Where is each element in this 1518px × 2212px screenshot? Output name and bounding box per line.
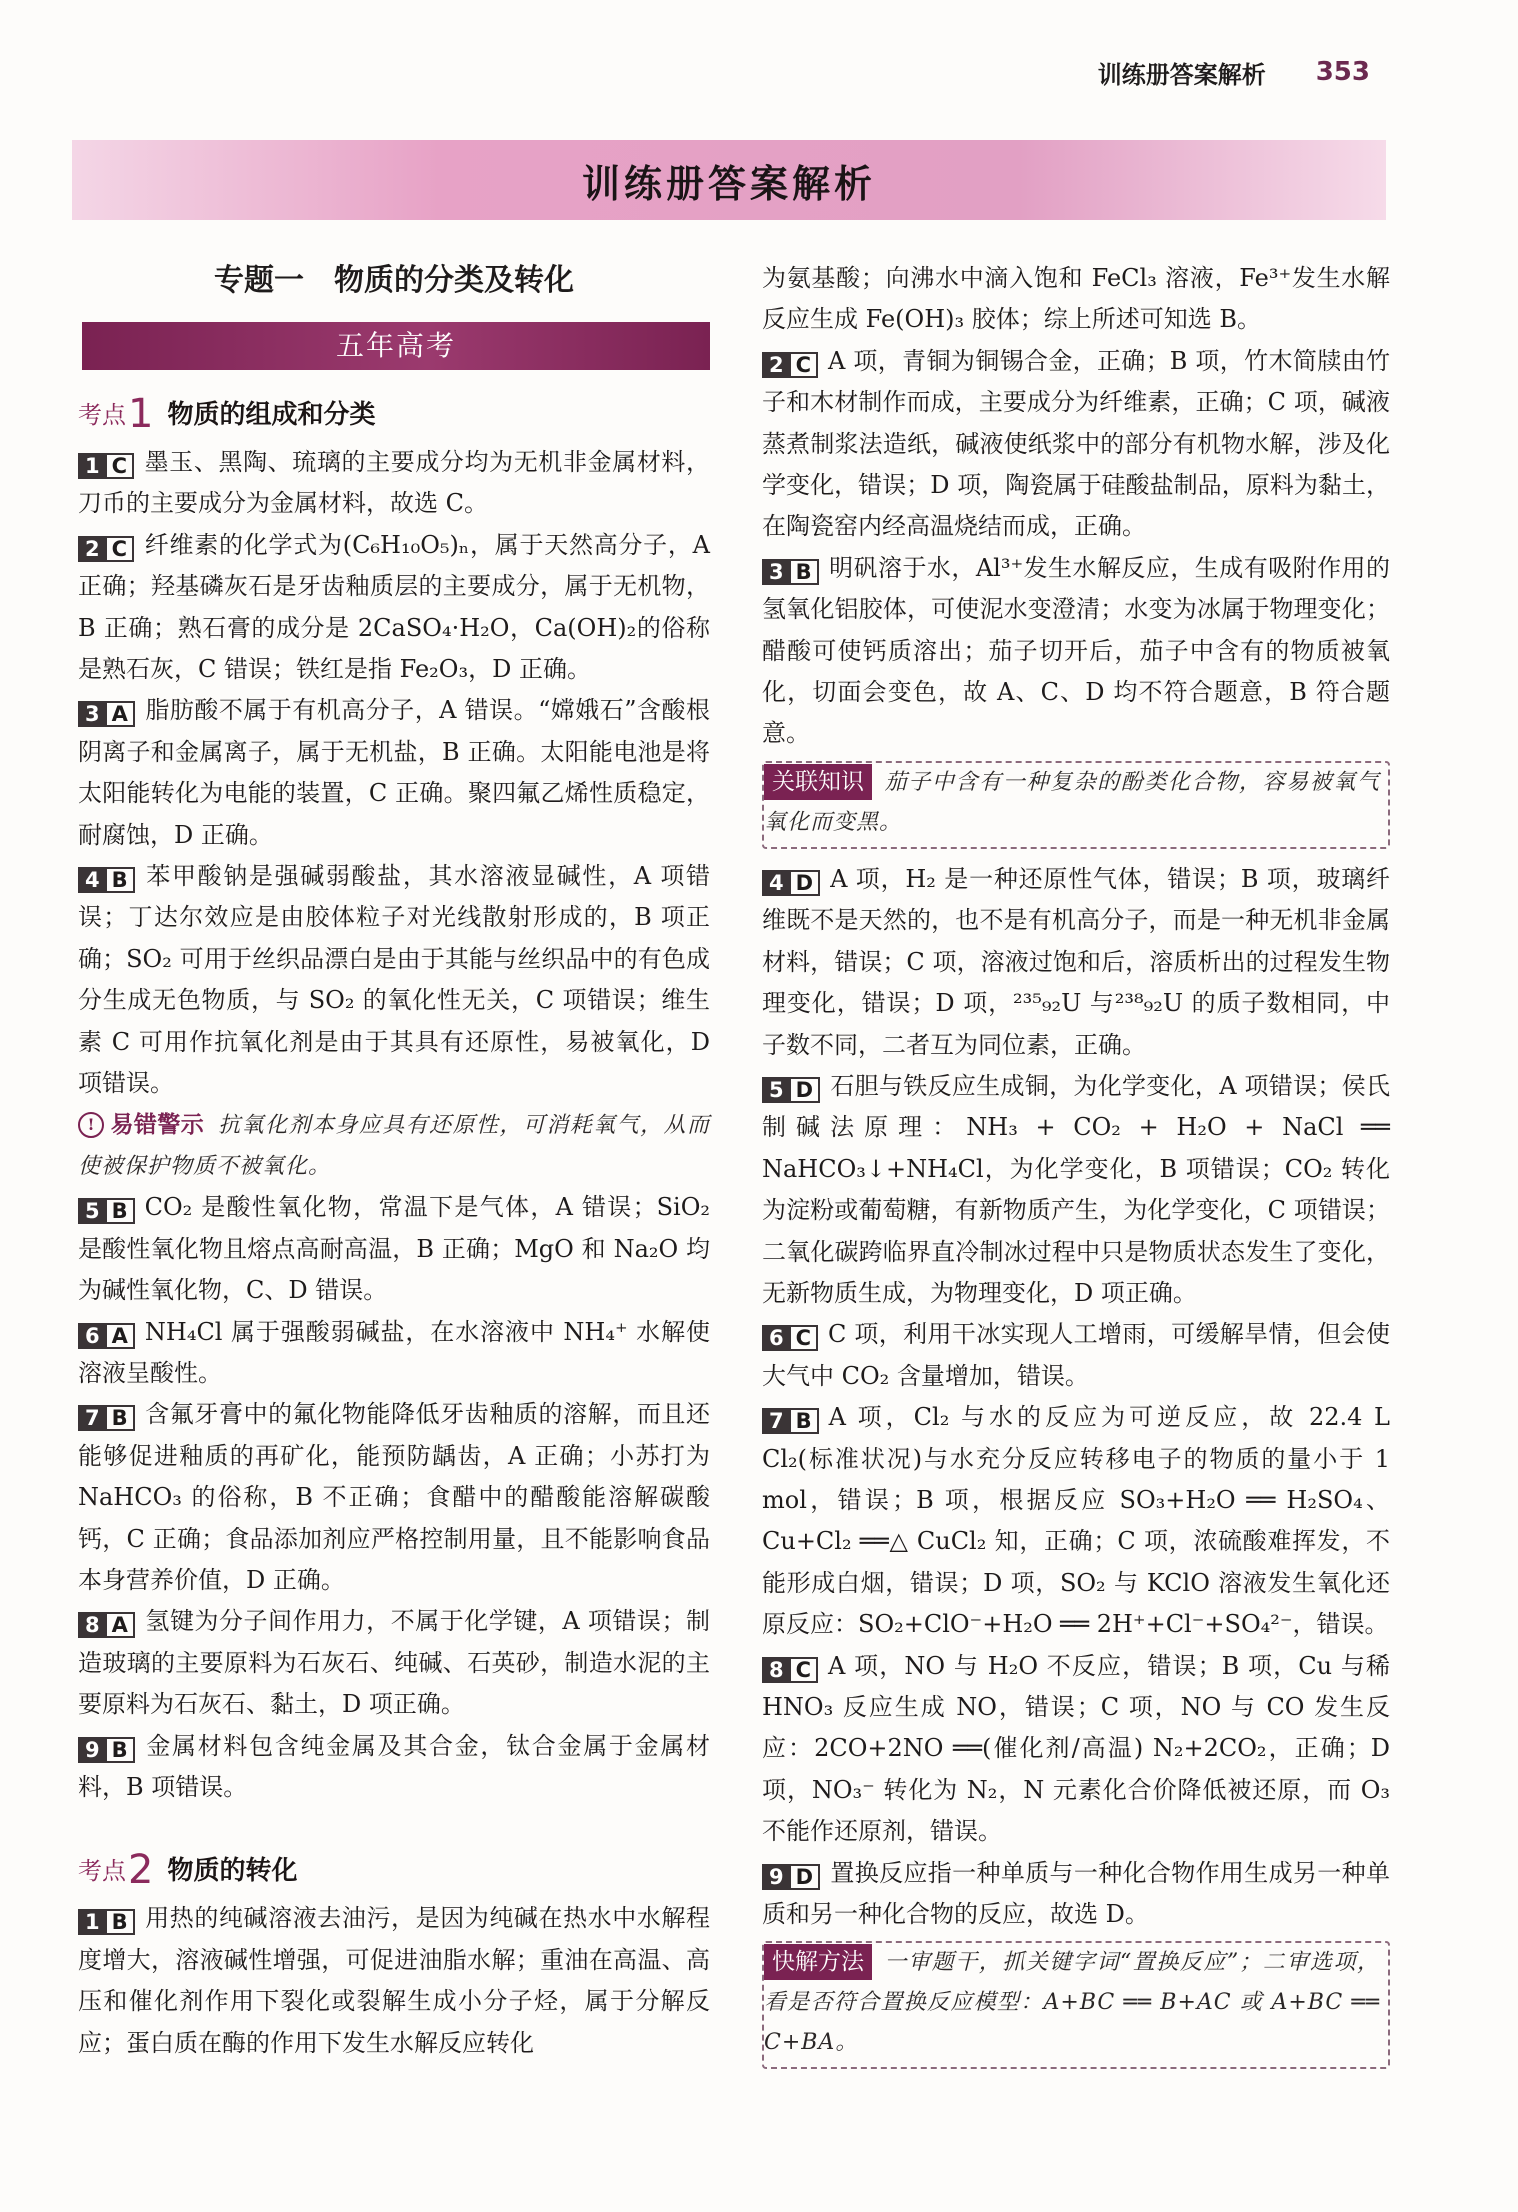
answer-badge: 5 B bbox=[78, 1198, 135, 1224]
answer-text: 明矾溶于水，Al³⁺发生水解反应，生成有吸附作用的氢氧化铝胶体，可使泥水变澄清；水变为冰属于物理变化；醋酸可使钙质溶出；茄子切开后，茄子中含有的物质被氧化，切面会变色，故 A、C、D 均不符合题意，B 符合题意。 bbox=[762, 553, 1390, 748]
answer-text: 石胆与铁反应生成铜，为化学变化，A 项错误；侯氏制碱法原理：NH₃ + CO₂ + H₂O + NaCl ══ NaHCO₃↓+NH₄Cl，为化学变化，B 项错误；CO₂ 转化为淀粉或葡萄糖，有新物质产生，为化学变化，C 项错误；二氧化碳跨临界直冷制冰过程中只是物质状态发生了变化，无新物质生成，为物理变化，D 项正确。 bbox=[762, 1071, 1390, 1307]
answer-item bbox=[78, 1726, 710, 1809]
answer-badge: 3 A bbox=[78, 701, 135, 727]
kaodian-title: 物质的转化 bbox=[167, 1856, 298, 1886]
answer-item bbox=[762, 1646, 1390, 1853]
right-column bbox=[762, 258, 1390, 2079]
answer-text: 纤维素的化学式为(C₆H₁₀O₅)ₙ，属于天然高分子，A 正确；羟基磷灰石是牙齿釉质层的主要成分，属于无机物，B 正确；熟石膏的成分是 2CaSO₄·H₂O，Ca(OH)₂的俗称是熟石灰，C 错误；铁红是指 Fe₂O₃，D 正确。 bbox=[78, 530, 710, 684]
related-knowledge-label: 关联知识 bbox=[764, 764, 872, 800]
exclamation-icon: ! bbox=[78, 1112, 104, 1138]
kaodian-label: 考点 bbox=[78, 1857, 126, 1885]
answer-badge: 7 B bbox=[78, 1405, 135, 1431]
warning-text: 抗氧化剂本身应具有还原性，可消耗氧气，从而使被保护物质不被氧化。 bbox=[78, 1112, 710, 1179]
answer-item bbox=[78, 690, 710, 856]
answer-text: A 项，NO 与 H₂O 不反应，错误；B 项，Cu 与稀 HNO₃ 反应生成 NO，错误；C 项，NO 与 CO 发生反应：2CO+2NO ══(催化剂/高温) N₂+2CO₂，正确；D 项，NO₃⁻ 转化为 N₂，N 元素化合价降低被还原，而 O₃ 不能作还原剂，错误。 bbox=[762, 1651, 1390, 1846]
answer-text: 氢键为分子间作用力，不属于化学键，A 项错误；制造玻璃的主要原料为石灰石、纯碱、石英砂，制造水泥的主要原料为石灰石、黏土，D 项正确。 bbox=[78, 1607, 710, 1719]
answer-item bbox=[762, 1066, 1390, 1314]
answer-badge: 1 C bbox=[78, 453, 134, 479]
answer-badge: 4 B bbox=[78, 867, 135, 893]
answer-text: 金属材料包含纯金属及其合金，钛合金属于金属材料，B 项错误。 bbox=[78, 1731, 710, 1801]
warning-note bbox=[78, 1105, 710, 1188]
answer-badge: 9 D bbox=[762, 1864, 820, 1890]
answer-badge: 6 C bbox=[762, 1325, 818, 1351]
answer-text: 脂肪酸不属于有机高分子，A 错误。“嫦娥石”含酸根阴离子和金属离子，属于无机盐，B 正确。太阳能电池是将太阳能转化为电能的装置，C 正确。聚四氟乙烯性质稳定，耐腐蚀，D 正确。 bbox=[78, 696, 710, 849]
answer-badge: 7 B bbox=[762, 1408, 819, 1434]
kaodian-title: 物质的组成和分类 bbox=[167, 399, 376, 430]
answer-badge: 1 B bbox=[78, 1909, 135, 1935]
left-column bbox=[78, 252, 710, 2064]
answer-badge: 5 D bbox=[762, 1077, 820, 1103]
answer-item bbox=[762, 548, 1390, 755]
banner-title: 训练册答案解析 bbox=[581, 161, 876, 206]
kaodian-number: 2 bbox=[128, 1847, 154, 1894]
answer-text: 用热的纯碱溶液去油污，是因为纯碱在热水中水解程度增大，溶液碱性增强，可促进油脂水解；重油在高温、高压和催化剂作用下裂化或裂解生成小分子烃，属于分解反应；蛋白质在酶的作用下发生水解反应转化 bbox=[78, 1904, 710, 2057]
answer-badge: 8 C bbox=[762, 1657, 818, 1683]
answer-badge: 8 A bbox=[78, 1612, 135, 1638]
answer-item bbox=[78, 1312, 710, 1395]
answer-item bbox=[78, 1898, 710, 2064]
answer-badge: 9 B bbox=[78, 1737, 135, 1763]
answer-item bbox=[78, 856, 710, 1104]
quick-method-text: 一审题干，抓关键字词“置换反应”；二审选项，看是否符合置换反应模型：A+BC ══ B+AC 或 A+BC ══ C+BA。 bbox=[764, 1950, 1380, 2056]
answer-continuation: 为氨基酸；向沸水中滴入饱和 FeCl₃ 溶液，Fe³⁺发生水解反应生成 Fe(OH)₃ 胶体；综上所述可知选 B。 bbox=[762, 264, 1390, 334]
answer-text: 墨玉、黑陶、琉璃的主要成分均为无机非金属材料，刀币的主要成分为金属材料，故选 C。 bbox=[78, 448, 710, 518]
answer-text: 含氟牙膏中的氟化物能降低牙齿釉质的溶解，而且还能够促进釉质的再矿化，能预防龋齿，A 正确；小苏打为 NaHCO₃ 的俗称，B 不正确；食醋中的醋酸能溶解碳酸钙，C 正确；食品添加剂应严格控制用量，且不能影响食品本身营养价值，D 正确。 bbox=[78, 1400, 710, 1594]
section-header: 五年高考 bbox=[82, 322, 710, 370]
answer-item bbox=[78, 525, 710, 691]
answer-text: CO₂ 是酸性氧化物，常温下是气体，A 错误；SiO₂ 是酸性氧化物且熔点高耐高温，B 正确；MgO 和 Na₂O 均为碱性氧化物，C、D 错误。 bbox=[78, 1193, 710, 1305]
answer-item bbox=[762, 1853, 1390, 1936]
topic-title: 专题一 物质的分类及转化 bbox=[214, 263, 574, 298]
running-head-title: 训练册答案解析 bbox=[1097, 60, 1266, 89]
related-knowledge-box bbox=[762, 761, 1390, 849]
page-number: 353 bbox=[1315, 57, 1370, 87]
answer-text: 置换反应指一种单质与一种化合物作用生成另一种单质和另一种化合物的反应，故选 D。 bbox=[762, 1858, 1390, 1929]
answer-badge: 3 B bbox=[762, 559, 819, 585]
answer-badge: 6 A bbox=[78, 1323, 135, 1349]
related-knowledge-text: 茄子中含有一种复杂的酚类化合物，容易被氧气氧化而变黑。 bbox=[764, 769, 1380, 835]
answer-badge: 2 C bbox=[762, 352, 818, 378]
answer-item bbox=[762, 1397, 1390, 1645]
answer-item bbox=[762, 1314, 1390, 1397]
answer-text: 苯甲酸钠是强碱弱酸盐，其水溶液显碱性，A 项错误；丁达尔效应是由胶体粒子对光线散射形成的，B 项正确；SO₂ 可用于丝织品漂白是由于其能与丝织品中的有色成分生成无色物质，与 SO₂ 的氧化性无关，C 项错误；维生素 C 可用作抗氧化剂是由于其具有还原性，易被氧化，D 项错误。 bbox=[78, 862, 710, 1098]
answer-item bbox=[78, 1187, 710, 1311]
answer-text: C 项，利用干冰实现人工增雨，可缓解旱情，但会使大气中 CO₂ 含量增加，错误。 bbox=[762, 1320, 1390, 1390]
kaodian-2-heading bbox=[78, 1842, 710, 1892]
kaodian-1-heading bbox=[78, 386, 710, 436]
answer-item bbox=[762, 341, 1390, 548]
answer-badge: 2 C bbox=[78, 536, 134, 562]
running-head bbox=[870, 52, 1370, 92]
answer-text: A 项，H₂ 是一种还原性气体，错误；B 项，玻璃纤维既不是天然的，也不是有机高分子，而是一种无机非金属材料，错误；C 项，溶液过饱和后，溶质析出的过程发生物理变化，错误；D 项，²³⁵₉₂U 与²³⁸₉₂U 的质子数相同，中子数不同，二者互为同位素，正确。 bbox=[762, 864, 1390, 1059]
answer-text: A 项，青铜为铜锡合金，正确；B 项，竹木简牍由竹子和木材制作而成，主要成分为纤维素，正确；C 项，碱液蒸煮制浆法造纸，碱液使纸浆中的部分有机物水解，涉及化学变化，错误；D 项，陶瓷属于硅酸盐制品，原料为黏土，在陶瓷窑内经高温烧结而成，正确。 bbox=[762, 346, 1390, 541]
title-banner bbox=[72, 140, 1386, 220]
answer-item bbox=[78, 442, 710, 525]
answer-text: NH₄Cl 属于强酸弱碱盐，在水溶液中 NH₄⁺ 水解使溶液呈酸性。 bbox=[78, 1317, 710, 1387]
answer-item bbox=[762, 859, 1390, 1066]
answer-text: A 项，Cl₂ 与水的反应为可逆反应，故 22.4 L Cl₂(标准状况)与水充分反应转移电子的物质的量小于 1 mol，错误；B 项，根据反应 SO₃+H₂O ══ H₂SO₄、Cu+Cl₂ ══△ CuCl₂ 知，正确；C 项，浓硫酸难挥发，不能形成白烟，错误；D 项，SO₂ 与 KClO 溶液发生氧化还原反应：SO₂+ClO⁻+H₂O ══ 2H⁺+Cl⁻+SO₄²⁻，错误。 bbox=[762, 1403, 1390, 1639]
warning-label: 易错警示 bbox=[110, 1111, 205, 1138]
quick-method-label: 快解方法 bbox=[764, 1944, 872, 1980]
quick-method-box bbox=[762, 1941, 1390, 2069]
kaodian-label: 考点 bbox=[78, 400, 126, 429]
answer-item bbox=[78, 1394, 710, 1601]
answer-badge: 4 D bbox=[762, 870, 820, 896]
kaodian-number: 1 bbox=[128, 391, 154, 437]
answer-item bbox=[78, 1601, 710, 1725]
